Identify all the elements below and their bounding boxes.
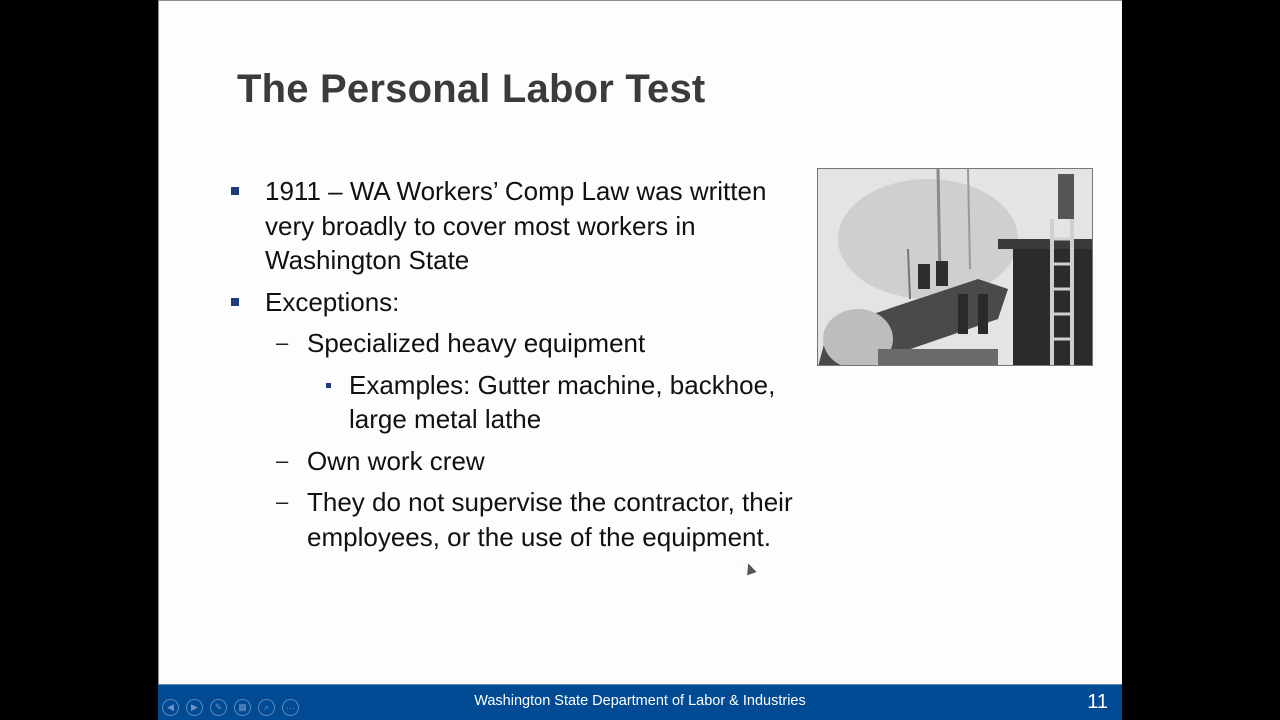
slide-title: The Personal Labor Test	[237, 67, 706, 111]
slide	[158, 0, 1122, 720]
bullet-text: Examples: Gutter machine, backhoe, large metal lathe	[349, 369, 776, 434]
next-arrow-icon: ▶	[191, 702, 198, 712]
bullet-text: Exceptions:	[265, 286, 400, 317]
dash-bullet-icon: –	[276, 330, 289, 355]
ellipsis-icon: ···	[286, 702, 295, 713]
magnifier-icon: ⌕	[263, 702, 270, 712]
dash-bullet-icon: –	[276, 447, 289, 473]
square-bullet-icon	[231, 298, 239, 306]
pen-icon: ✎	[214, 702, 223, 712]
bullet-text: Specialized heavy equipment	[307, 328, 646, 358]
bullet-list	[229, 174, 809, 561]
mouse-cursor-icon	[743, 562, 756, 576]
bullet-text: Own work crew	[307, 445, 485, 476]
dash-bullet-icon: –	[276, 489, 289, 514]
sub-bullet-item	[229, 444, 809, 479]
bullet-item	[229, 174, 809, 278]
sub-bullet-item	[229, 485, 809, 554]
bullet-text: 1911 – WA Workers’ Comp Law was written very broadly to cover most workers in Washington State	[265, 176, 767, 275]
square-bullet-icon	[231, 187, 239, 195]
bullet-item	[229, 285, 809, 320]
previous-arrow-icon: ◀	[167, 702, 174, 712]
sub-bullet-item	[229, 326, 809, 361]
square-bullet-icon	[326, 383, 331, 388]
organization-name: Washington State Department of Labor & Industries	[474, 693, 806, 709]
footer-bar	[158, 684, 1122, 720]
slides-grid-icon: ▦	[238, 702, 247, 712]
bullet-text: They do not supervise the contractor, their employees, or the use of the equipment.	[307, 487, 793, 552]
logging-photo	[817, 168, 1093, 366]
sub-sub-bullet-item	[229, 368, 809, 437]
slide-number: 11	[1087, 691, 1108, 713]
logging-scene-image	[818, 169, 1093, 366]
